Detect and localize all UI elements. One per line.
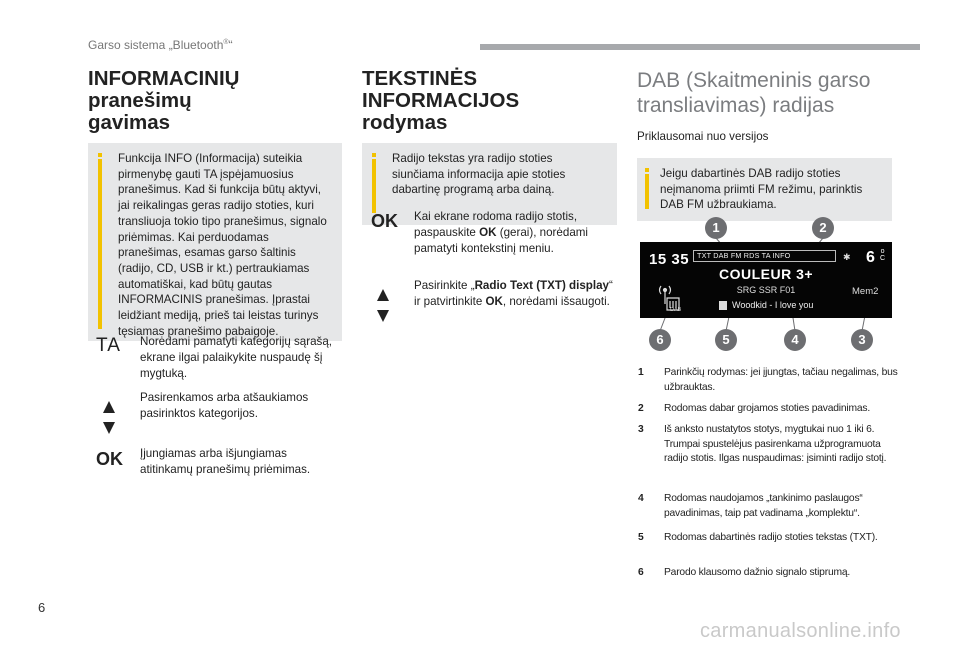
callout-3: 3 [851, 329, 873, 351]
radio-text-icon [719, 301, 727, 310]
dab-section-heading: DAB (Skaitmeninis garso transliavimas) radijas [637, 69, 871, 117]
watermark: carmanualsonline.info [700, 620, 901, 642]
legend-item-4: 4 Rodomas naudojamos „tankinimo paslaugos“ pavadinimas, taip pat vadinama „komplektu“. [638, 493, 863, 519]
legend-item-3: 3 Iš anksto nustatytos stotys, mygtukai nuo 1 iki 6. Trumpai spustelėjus pasirenkama užprogramuota radijo stotis. Ilgas nuspaudimas: įsiminti radijo stotį. [638, 424, 887, 465]
station-name: COULEUR 3+ [718, 266, 814, 282]
legend-item-1: 1 Parinkčių rodymas: jei įjungtas, tačiau negalimas, bus užbrauktas. [638, 367, 898, 393]
dab-note-box [637, 158, 892, 221]
bluetooth-icon: ✱ [843, 252, 851, 262]
ensemble-name: SRG SSR F01 [736, 285, 796, 295]
text-section [362, 68, 617, 225]
info-icon [98, 153, 102, 329]
dab-subtitle: Priklausomai nuo versijos [637, 130, 769, 143]
options-status-bar: TXT DAB FM RDS TA INFO [693, 250, 836, 262]
ta-button-icon: TA [96, 335, 121, 356]
info-section-heading: INFORMACINIŲ pranešimų gavimas [88, 67, 240, 134]
callout-2: 2 [812, 217, 834, 239]
info-icon [372, 153, 376, 213]
radio-text-description: Pasirinkite „Radio Text (TXT) display“ ir patvirtinkite OK, norėdami išsaugoti. [414, 279, 613, 308]
page-number: 6 [38, 600, 46, 615]
ok-context-description: Kai ekrane rodoma radijo stotis, paspauskite OK (gerai), norėdami pamatyti kontekstinį meniu. [414, 210, 588, 255]
ok-description: Įjungiamas arba išjungiamas atitinkamų pranešimų priėmimas. [140, 447, 311, 476]
temperature-unit: o C [880, 248, 886, 262]
ta-description: Norėdami pamatyti kategorijų sąrašą, ekrane ilgai palaikykite nuspaudę šį mygtuką. [140, 335, 333, 380]
signal-strength: 6 [866, 249, 875, 266]
ok-button-icon: OK [96, 449, 123, 469]
memory-preset: Mem2 [852, 286, 879, 297]
page-header-title: Garso sistema „Bluetooth®“ [88, 38, 233, 52]
dab-section [637, 68, 892, 221]
ok-button-icon: OK [371, 211, 398, 231]
legend-item-6: 6 Parodo klausomo dažnio signalo stiprumą. [638, 567, 851, 578]
legend-item-2: 2 Rodomas dabar grojamos stoties pavadinimas. [638, 403, 871, 414]
text-section-heading: TEKSTINĖS INFORMACIJOS rodymas [362, 67, 520, 134]
dab-note-text: Jeigu dabartinės DAB radijo stoties neįmanoma priimti FM režimu, parinktis DAB FM užbraukiama. [660, 167, 863, 212]
header-bar [480, 44, 920, 50]
callout-5: 5 [715, 329, 737, 351]
up-down-arrows-icon [100, 401, 118, 434]
clock: 15 35 [649, 251, 690, 268]
callout-4: 4 [784, 329, 806, 351]
info-section [88, 68, 342, 341]
info-icon [645, 168, 649, 209]
up-down-arrows-icon [374, 289, 392, 322]
callout-1: 1 [705, 217, 727, 239]
text-note-text: Radijo tekstas yra radijo stoties siunčiama informacija apie stoties dabartinę programą arba dainą. [392, 152, 566, 197]
info-note-text: Funkcija INFO (Informacija) suteikia pirmenybę gauti TA įspėjamuosius pranešimus. Kad ši funkcija būtų aktyvi, jai reikalingas geras radijo stoties, kuri transliuoja tokio tipo pranešimus, signalo priėmimas. Kai perduodamas pranešimas, esamas garso šaltinis (radijo, CD, USB ir kt.) pertraukiamas automatiškai, kad būtų gautas INFORMACINIS pranešimas. Įprastai leidžiant mediją, prieš tai leistas turinys tęsiamas pranešimo pabaigoje. [118, 152, 327, 338]
info-note-box [88, 143, 342, 341]
legend-item-5: 5 Rodomas dabartinės radijo stoties tekstas (TXT). [638, 532, 878, 543]
radio-text: Woodkid - I love you [732, 300, 814, 310]
arrows-description: Pasirenkamos arba atšaukiamos pasirinktos kategorijos. [140, 391, 309, 420]
callout-6: 6 [649, 329, 671, 351]
radio-display-screen [640, 242, 892, 318]
dab-label: DAB [670, 307, 682, 313]
